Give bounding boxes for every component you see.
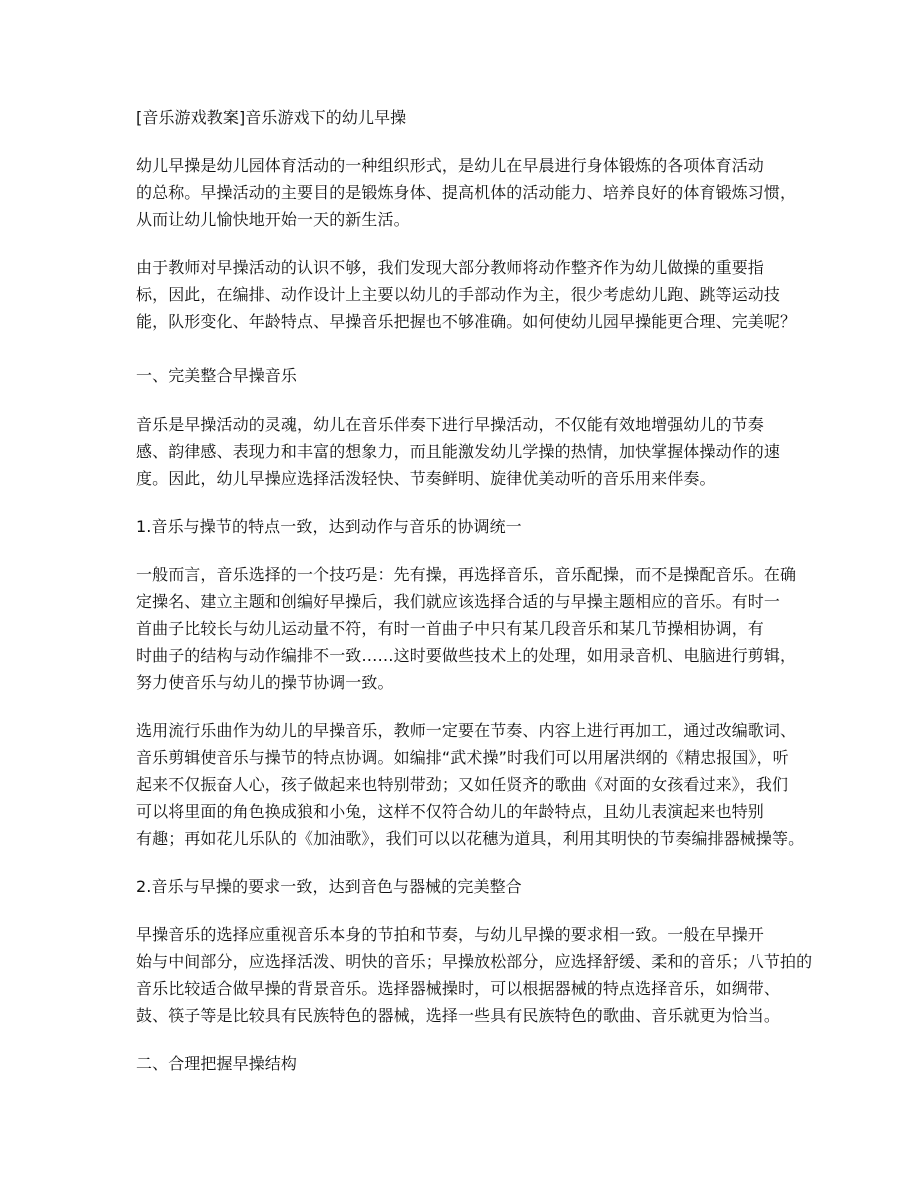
text-line: 时曲子的结构与动作编排不一致……这时要做些技术上的处理，如用录音机、电脑进行剪辑，	[136, 646, 797, 665]
intro-paragraph-2	[136, 254, 797, 335]
sub1-paragraph-2	[136, 717, 805, 852]
text-line: 音乐比较适合做早操的背景音乐。选择器械操时，可以根据器械的特点选择音乐，如绸带、	[136, 979, 781, 998]
sub2-paragraph-1	[136, 921, 813, 1029]
text-line: 度。因此，幼儿早操应选择活泼轻快、节奏鲜明、旋律优美动听的音乐用来伴奏。	[136, 469, 716, 488]
text-line: 选用流行乐曲作为幼儿的早操音乐，教师一定要在节奏、内容上进行再加工，通过改编歌词、	[136, 721, 797, 740]
text-line: 一般而言，音乐选择的一个技巧是：先有操，再选择音乐，音乐配操，而不是操配音乐。在确	[136, 565, 797, 584]
text-line: 从而让幼儿愉快地开始一天的新生活。	[136, 210, 410, 229]
text-line: 有趣；再如花儿乐队的《加油歌》，我们可以以花穗为道具，利用其明快的节奏编排器械操等。	[136, 829, 805, 848]
sub-heading-1: 1.音乐与操节的特点一致，达到动作与音乐的协调统一	[136, 517, 522, 536]
text-line: 可以将里面的角色换成狼和小兔，这样不仅符合幼儿的年龄特点，且幼儿表演起来也特别	[136, 802, 764, 821]
text-line: 起来不仅振奋人心，孩子做起来也特别带劲；又如任贤齐的歌曲《对面的女孩看过来》，我们	[136, 775, 789, 794]
text-line: 标，因此，在编排、动作设计上主要以幼儿的手部动作为主，很少考虑幼儿跑、跳等运动技	[136, 285, 781, 304]
sub-heading-2: 2.音乐与早操的要求一致，达到音色与器械的完美整合	[136, 877, 522, 896]
sub1-paragraph-1	[136, 561, 797, 696]
text-line: 努力使音乐与幼儿的操节协调一致。	[136, 673, 394, 692]
text-line: 定操名、建立主题和创编好早操后，我们就应该选择合适的与早操主题相应的音乐。有时一	[136, 592, 781, 611]
section-heading-2: 二、合理把握早操结构	[136, 1054, 298, 1073]
section-heading-1: 一、完美整合早操音乐	[136, 366, 298, 385]
text-line: 感、韵律感、表现力和丰富的想象力，而且能激发幼儿学操的热情，加快掌握体操动作的速	[136, 442, 781, 461]
document-title: [音乐游戏教案]音乐游戏下的幼儿早操	[136, 108, 407, 127]
text-line: 能，队形变化、年龄特点、早操音乐把握也不够准确。如何使幼儿园早操能更合理、完美呢？	[136, 312, 797, 331]
text-line: 由于教师对早操活动的认识不够，我们发现大部分教师将动作整齐作为幼儿做操的重要指	[136, 258, 764, 277]
text-line: 始与中间部分，应选择活泼、明快的音乐；早操放松部分，应选择舒缓、柔和的音乐；八节拍的	[136, 952, 813, 971]
text-line: 首曲子比较长与幼儿运动量不符，有时一首曲子中只有某几段音乐和某几节操相协调，有	[136, 619, 764, 638]
text-line: 的总称。早操活动的主要目的是锻炼身体、提高机体的活动能力、培养良好的体育锻炼习惯，	[136, 183, 797, 202]
text-line: 幼儿早操是幼儿园体育活动的一种组织形式，是幼儿在早晨进行身体锻炼的各项体育活动	[136, 156, 764, 175]
intro-paragraph-1	[136, 152, 797, 233]
text-line: 早操音乐的选择应重视音乐本身的节拍和节奏，与幼儿早操的要求相一致。一般在早操开	[136, 925, 764, 944]
section1-intro-paragraph	[136, 411, 793, 492]
text-line: 音乐是早操活动的灵魂，幼儿在音乐伴奏下进行早操活动，不仅能有效地增强幼儿的节奏	[136, 415, 764, 434]
text-line: 音乐剪辑使音乐与操节的特点协调。如编排“武术操”时我们可以用屠洪纲的《精忠报国》，听	[136, 748, 789, 767]
text-line: 鼓、筷子等是比较具有民族特色的器械，选择一些具有民族特色的歌曲、音乐就更为恰当。	[136, 1006, 781, 1025]
